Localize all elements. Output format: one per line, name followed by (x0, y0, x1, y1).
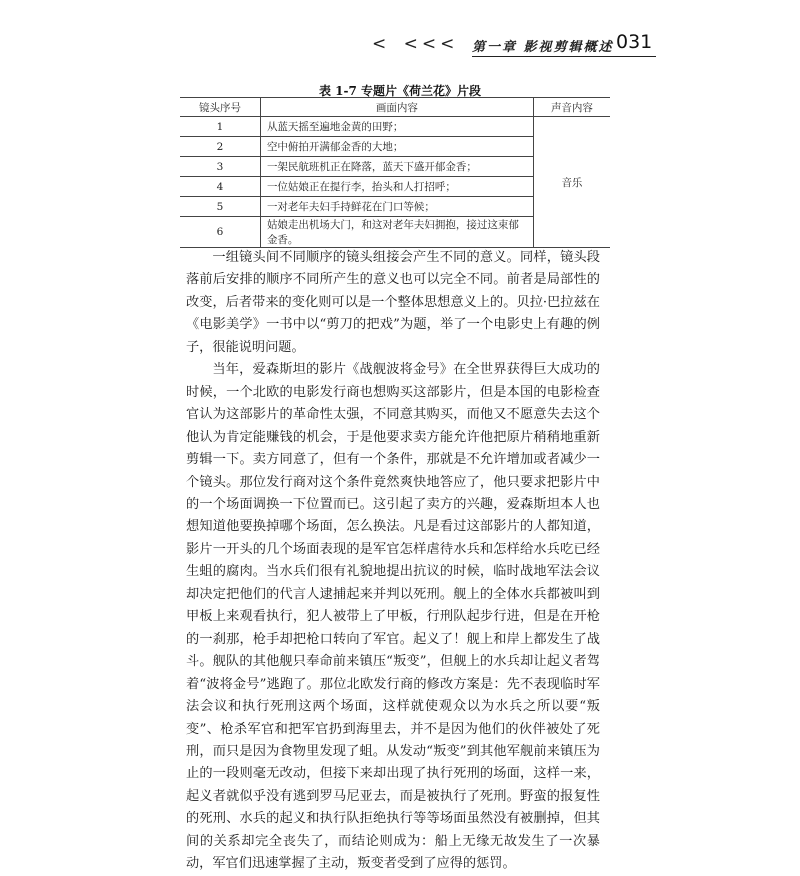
shot-number: 6 (180, 217, 260, 248)
shot-content: 一架民航班机正在降落，蓝天下盛开郁金香； (260, 157, 533, 177)
paragraph: 当年，爱森斯坦的影片《战舰波将金号》在全世界获得巨大成功的时候，一个北欧的电影发行商也想购买这部影片，但是本国的电影检查官认为这部影片的革命性太强，不同意其购买，而他又不愿意失去这个他认为肯定能赚钱的机会，于是他要求卖方能允许他把原片稍稍地重新剪辑一下。卖方同意了，但有一个条件，那就是不允许增加或者减少一个镜头。那位发行商对这个条件竟然爽快地答应了，他只要求把影片中的一个场面调换一下位置而已。这引起了卖方的兴趣，爱森斯坦本人也想知道他要换掉哪个场面，怎么换法。凡是看过这部影片的人都知道，影片一开头的几个场面表现的是军官怎样虐待水兵和怎样给水兵吃已经生蛆的腐肉。当水兵们很有礼貌地提出抗议的时候，临时战地军法会议却决定把他们的代言人逮捕起来并判以死刑。舰上的全体水兵都被叫到甲板上来观看执行，犯人被带上了甲板，行刑队起步行进，但是在开枪的一刹那，枪手却把枪口转向了军官。起义了！舰上和岸上都发生了战斗。舰队的其他舰只奉命前来镇压“叛变”，但舰上的水兵却让起义者驾着“波将金号”逃跑了。那位北欧发行商的修改方案是：先不表现临时军法会议和执行死刑这两个场面，这样就使观众以为水兵之所以要“叛变”、枪杀军官和把军官扔到海里去，并不是因为他们的伙伴被处了死刑，而只是因为食物里发现了蛆。从发动“叛变”到其他军舰前来镇压为止的一段则毫无改动，但接下来却出现了执行死刑的场面，这样一来，起义者就似乎没有逃到罗马尼亚去，而是被执行了死刑。野蛮的报复性的死刑、水兵的起义和执行队拒绝执行等等场面虽然没有被删掉，但其间的关系却完全丧失了，而结论则成为：船上无缘无故发生了一次暴动，军官们迅速掌握了主动，叛变者受到了应得的惩罚。 (186, 362, 600, 872)
shot-content: 一对老年夫妇手持鲜花在门口等候； (260, 197, 533, 217)
shot-content: 从蓝天摇至遍地金黄的田野； (260, 117, 533, 137)
page-number: 031 (616, 31, 653, 53)
header-rule (472, 56, 656, 57)
triple-chevron-left-icon: <<< (403, 34, 459, 54)
shot-table (180, 97, 610, 248)
column-header-picture-content: 画面内容 (260, 98, 533, 117)
shot-number: 1 (180, 117, 260, 137)
table-header-row (180, 98, 610, 117)
column-header-shot-number: 镜头序号 (180, 98, 260, 117)
shot-number: 4 (180, 177, 260, 197)
shot-number: 5 (180, 197, 260, 217)
chapter-title: 第一章 影视剪辑概述 (472, 40, 614, 55)
shot-content: 姑娘走出机场大门，和这对老年夫妇拥抱，接过这束郁金香。 (260, 217, 533, 248)
paragraph: 一组镜头间不同顺序的镜头组接会产生不同的意义。同样，镜头段落前后安排的顺序不同所产生的意义也可以完全不同。前者是局部性的改变，后者带来的变化则可以是一个整体思想意义上的。贝拉·巴拉兹在《电影美学》一书中以“剪刀的把戏”为题，举了一个电影史上有趣的例子，很能说明问题。 (186, 250, 600, 355)
body-text (186, 247, 600, 876)
shot-content: 一位姑娘正在提行李，抬头和人打招呼； (260, 177, 533, 197)
shot-content: 空中俯拍开满郁金香的大地； (260, 137, 533, 157)
shot-number: 3 (180, 157, 260, 177)
arrow-decoration (372, 34, 462, 54)
table-caption: 表 1-7 专题片《荷兰花》片段 (318, 84, 482, 98)
sound-content: 音乐 (533, 117, 610, 248)
table-row (180, 117, 610, 137)
column-header-sound-content: 声音内容 (533, 98, 610, 117)
shot-number: 2 (180, 137, 260, 157)
chevron-left-icon: < (372, 34, 391, 54)
running-header (372, 32, 656, 62)
